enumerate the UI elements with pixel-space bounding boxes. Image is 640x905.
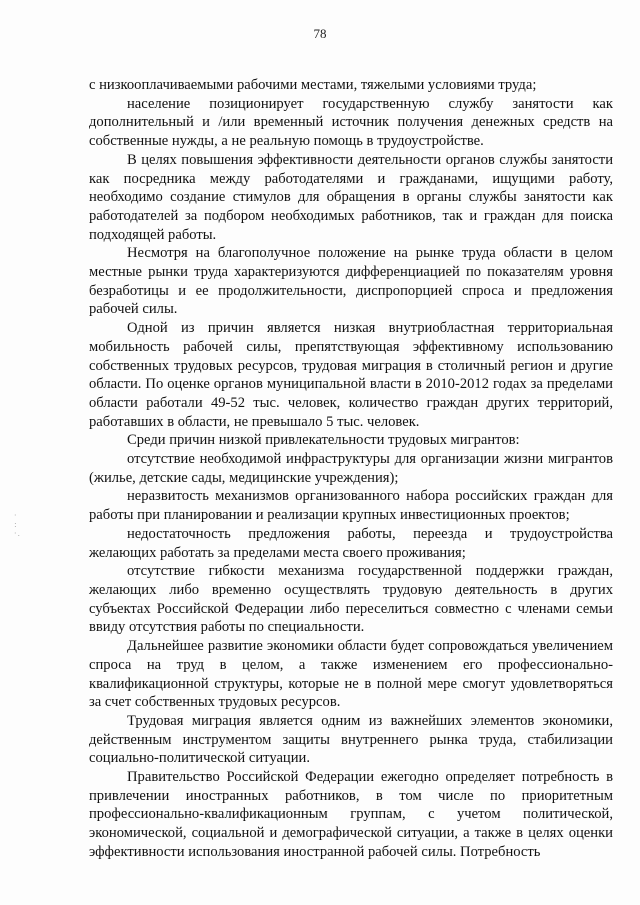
list-item-support: отсутствие гибкости механизма государственной поддержки граждан, желающих либо временно осуществлять трудовую деятельность в других субъектах Российской Федерации либо переселиться совместно с членами семьи ввиду отсутствия работы по специальности. [89, 563, 613, 636]
paragraph-6: Среди причин низкой привлекательности трудовых мигрантов: [127, 432, 520, 449]
list-item-job-offers: недостаточность предложения работы, переезда и трудоустройства желающих работать за пределами места своего проживания; [89, 525, 613, 561]
list-item-infrastructure: отсутствие необходимой инфраструктуры для организации жизни мигрантов (жилье, детские сады, медицинские учреждения); [89, 451, 613, 486]
document-body [89, 76, 613, 862]
page-number: 78 [313, 26, 327, 41]
paragraph-11: Дальнейшее развитие экономики области будет сопровождаться увеличением спроса на труд в целом, а также изменением его профессионально-квалификационной структуры, которые не в полной мере смогут удовлетворяться за счет собственных трудовых ресурсов. [89, 638, 613, 711]
list-item-recruitment: неразвитость механизмов организованного набора российских граждан для работы при планировании и реализации крупных инвестиционных проектов; [89, 488, 613, 524]
paragraph-1: с низкооплачиваемыми рабочими местами, тяжелыми условиями труда; [89, 77, 537, 93]
scan-margin-marks: · : ·. [14, 511, 22, 538]
paragraph-5: Одной из причин является низкая внутриобластная территориальная мобильность рабочей силы, препятствующая эффективному использованию собственных трудовых ресурсов, трудовая миграция в столичный регион и другие области. По оценке органов муниципальной власти в 2010-2012 годах за пределами области работали 49-52 тыс. человек, количество граждан других территорий, работавших в области, не превышало 5 тыс. человек. [89, 320, 613, 430]
paragraph-12: Трудовая миграция является одним из важнейших элементов экономики, действенным инструментом защиты внутреннего рынка труда, стабилизации социально-политической ситуации. [89, 712, 613, 767]
paragraph-3: В целях повышения эффективности деятельности органов службы занятости как посредника между работодателями и гражданами, ищущими работу, необходимо создание стимулов для обращения в органы службы занятости как работодателей за подбором необходимых работников, так и граждан для поиска подходящей работы. [89, 151, 613, 243]
paragraph-2: население позиционирует государственную службу занятости как дополнительный и /или временный источник получения денежных средств на собственные нужды, а не реальную помощь в трудоустройстве. [89, 95, 613, 150]
paragraph-4: Несмотря на благополучное положение на рынке труда области в целом местные рынки труда характеризуются дифференциацией по показателям уровня безработицы и ее продолжительности, диспропорцией спроса и предложения рабочей силы. [89, 245, 613, 318]
paragraph-13: Правительство Российской Федерации ежегодно определяет потребность в привлечении иностранных работников, в том числе по приоритетным профессионально-квалификационным группам, с учетом политической, экономической, социальной и демографической ситуации, а также в целях оценки эффективности использования иностранной рабочей силы. Потребность [89, 769, 613, 860]
